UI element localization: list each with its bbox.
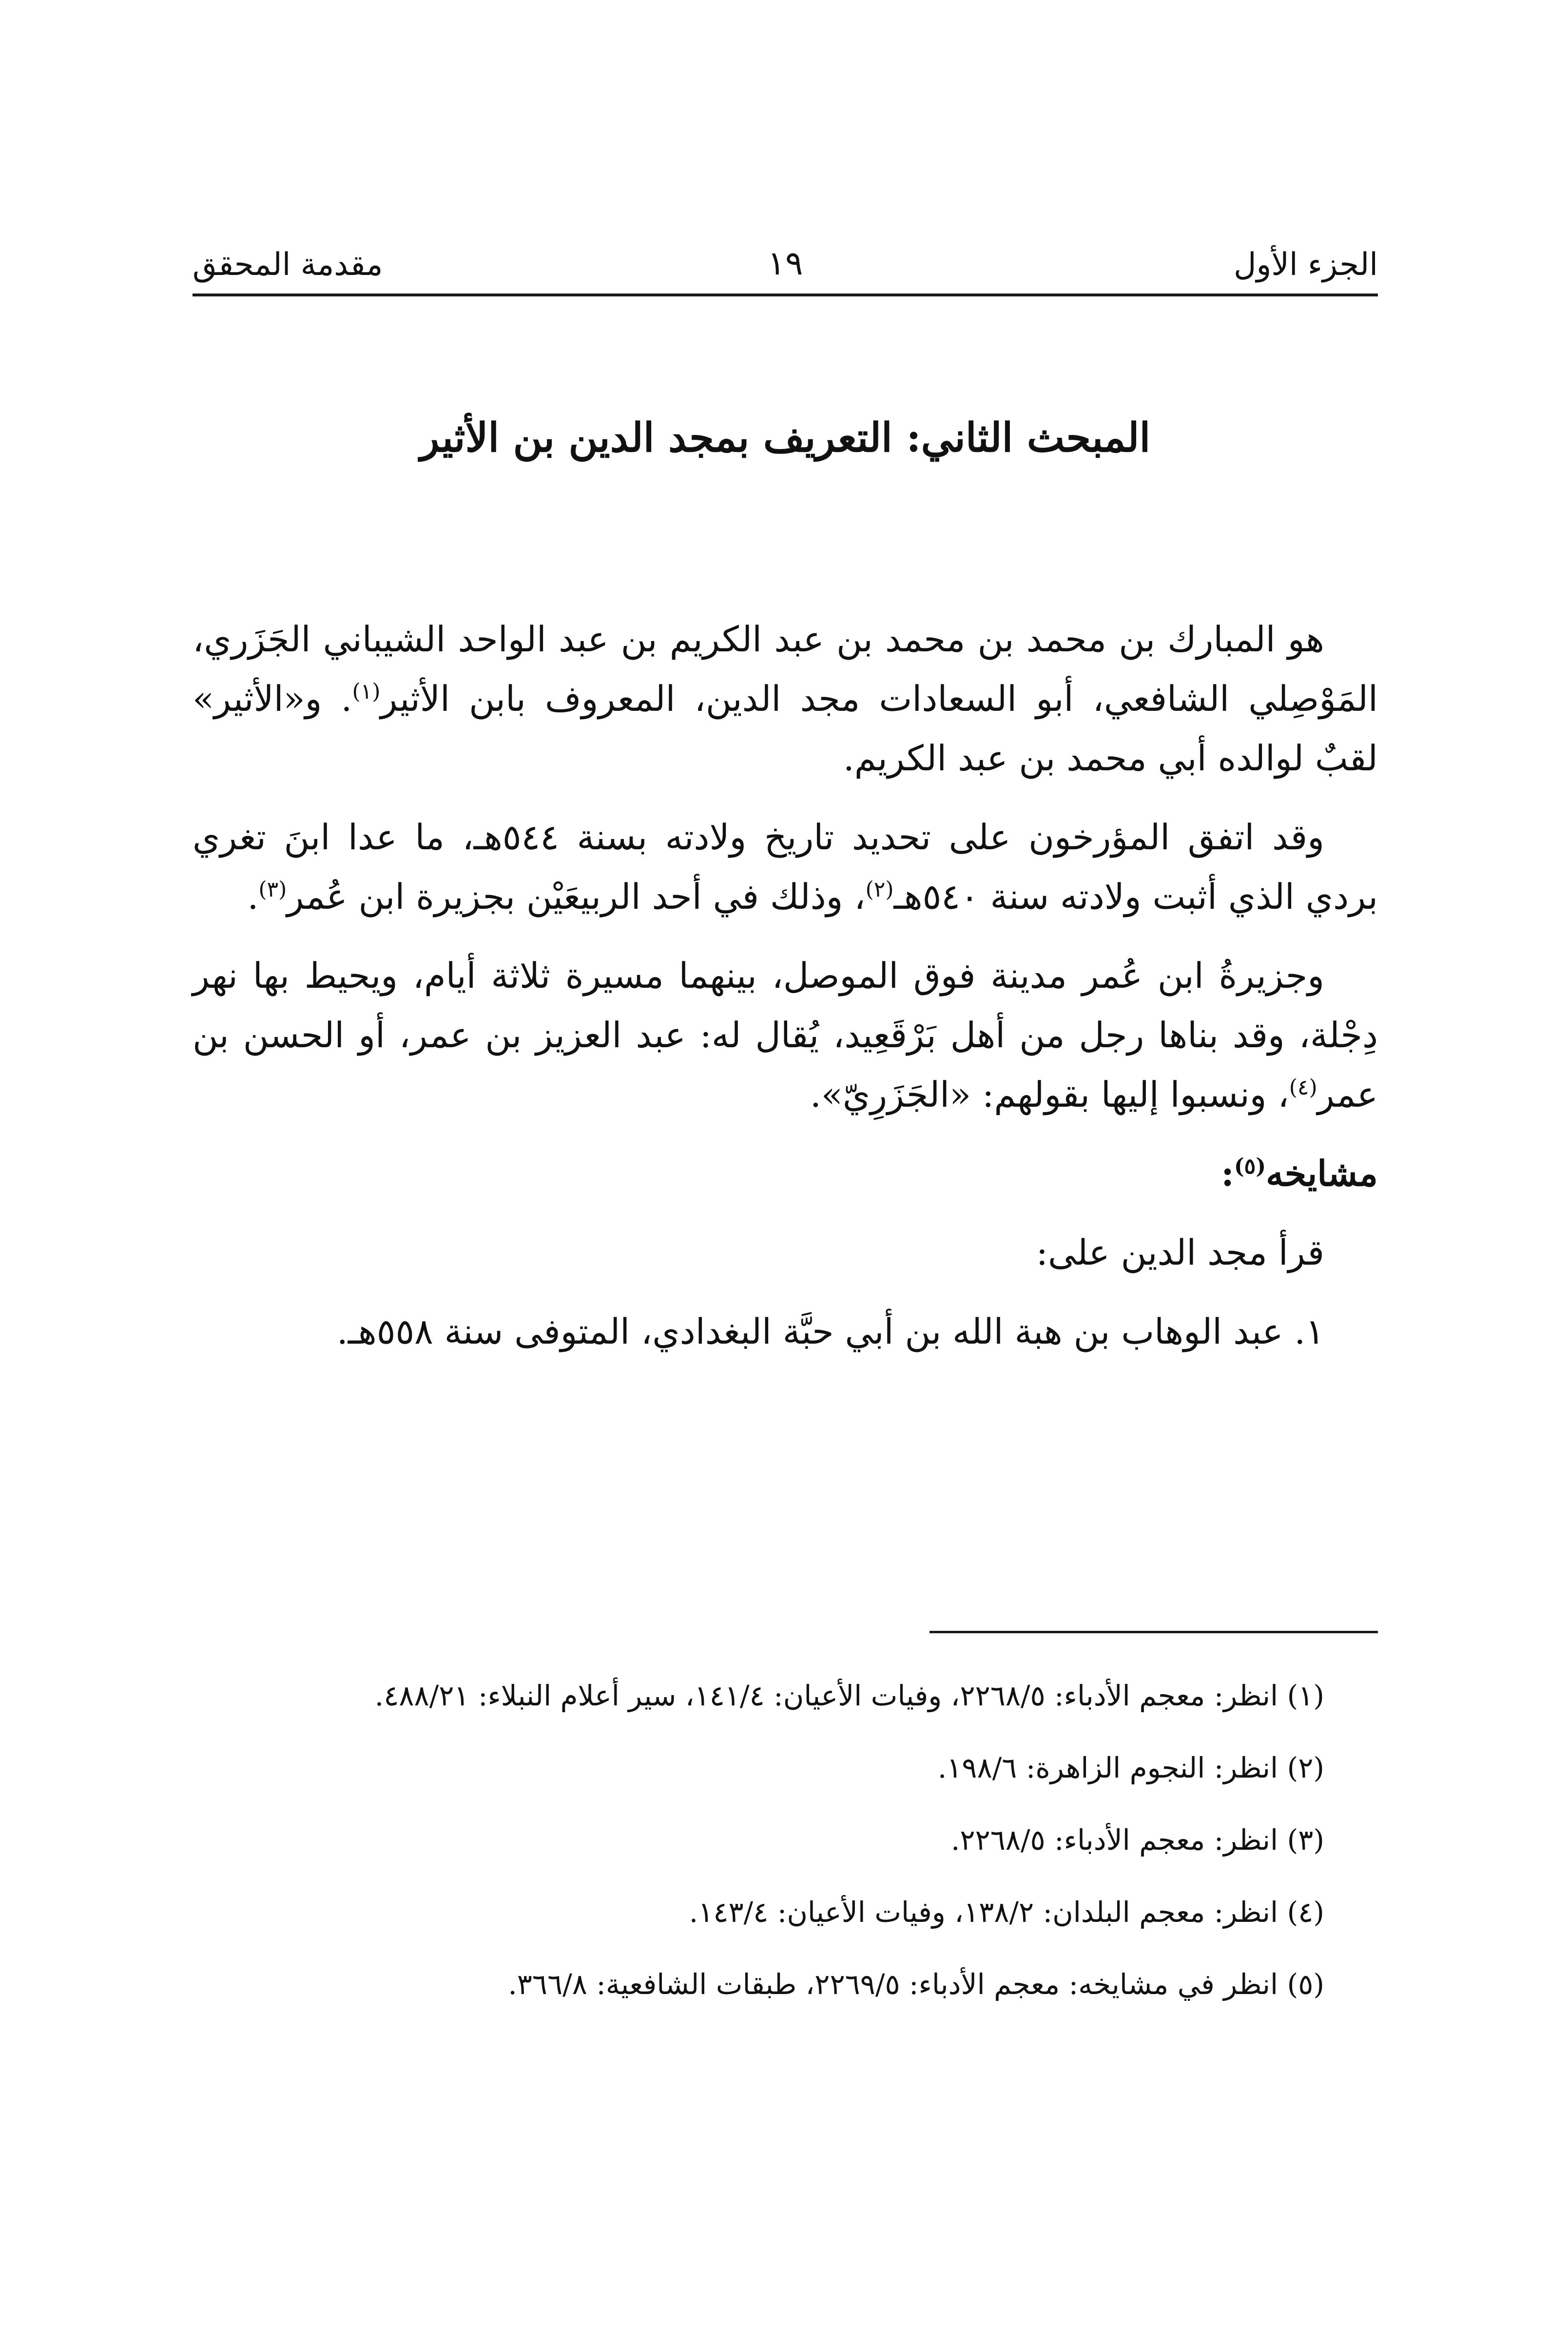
list-item: ١. عبد الوهاب بن هبة الله بن أبي حبَّة البغدادي، المتوفى سنة ٥٥٨هـ. xyxy=(336,1311,1324,1352)
paragraph-1 xyxy=(193,609,1378,788)
footnotes xyxy=(193,1672,1378,2033)
footnote-3: (٣) انظر: معجم الأدباء: ٢٢٦٨/٥. xyxy=(950,1823,1324,1857)
footnote-ref-2: (٢) xyxy=(865,877,894,902)
footnote-5: (٥) انظر في مشايخه: معجم الأدباء: ٢٢٦٩/٥، طبقات الشافعية: ٣٦٦/٨. xyxy=(508,1968,1324,2001)
footnote-4: (٤) انظر: معجم البلدان: ١٣٨/٢، وفيات الأعيان: ١٤٣/٤. xyxy=(689,1896,1324,1929)
running-header xyxy=(193,210,1378,296)
footnote-ref-3: (٣) xyxy=(258,877,287,902)
section-title: المبحث الثاني: التعريف بمجد الدين بن الأثير xyxy=(420,414,1151,461)
paragraph-3 xyxy=(193,946,1378,1124)
paragraph-4: قرأ مجد الدين على: xyxy=(1036,1232,1324,1273)
teachers-heading-colon: : xyxy=(1221,1153,1234,1194)
paragraph-2 xyxy=(193,807,1378,926)
teachers-heading-text: مشايخه xyxy=(1266,1153,1378,1194)
section-label: مقدمة المحقق xyxy=(193,247,383,283)
paragraph-3-text-b: ، ونسبوا إليها بقولهم: «الجَزَرِيّ». xyxy=(810,1074,1289,1115)
footnote-divider xyxy=(929,1631,1378,1633)
footnote-1: (١) انظر: معجم الأدباء: ٢٢٦٨/٥، وفيات الأعيان: ١٤١/٤، سير أعلام النبلاء: ٤٨٨/٢١. xyxy=(374,1679,1324,1712)
page-number: ١٩ xyxy=(767,244,803,283)
paragraph-3-text-a: وجزيرةُ ابن عُمر مدينة فوق الموصل، بينهما مسيرة ثلاثة أيام، ويحيط بها نهر دِجْلة، وقد بناها رجل من أهل بَرْقَعِيد، يُقال له: عبد العزيز بن عمر، أو الحسن بن عمر xyxy=(193,955,1378,1115)
paragraph-2-text-b: ، وذلك في أحد الربيعَيْن بجزيرة ابن عُمر xyxy=(287,876,866,917)
paragraph-2-text-a: وقد اتفق المؤرخون على تحديد تاريخ ولادته بسنة ٥٤٤هـ، ما عدا ابنَ تغري بردي الذي أثبت ولادته سنة ٥٤٠هـ xyxy=(193,817,1378,917)
footnote-ref-1: (١) xyxy=(352,679,381,704)
volume-label: الجزء الأول xyxy=(1233,247,1378,283)
footnote-ref-5: (٥) xyxy=(1234,1154,1266,1179)
paragraph-1-text-a: هو المبارك بن محمد بن محمد بن عبد الكريم بن عبد الواحد الشيباني الجَزَري، المَوْصِلي الشافعي، أبو السعادات مجد الدين، المعروف بابن الأثير xyxy=(193,619,1378,719)
footnote-ref-4: (٤) xyxy=(1289,1075,1317,1100)
paragraph-2-text-c: . xyxy=(247,876,259,917)
body-text xyxy=(193,609,1378,1381)
footnote-2: (٢) انظر: النجوم الزاهرة: ١٩٨/٦. xyxy=(937,1751,1324,1784)
paragraph-1-text-b: . و«الأثير» لقبٌ لوالده أبي محمد بن عبد الكريم. xyxy=(193,678,1378,779)
teachers-heading xyxy=(193,1144,1378,1203)
